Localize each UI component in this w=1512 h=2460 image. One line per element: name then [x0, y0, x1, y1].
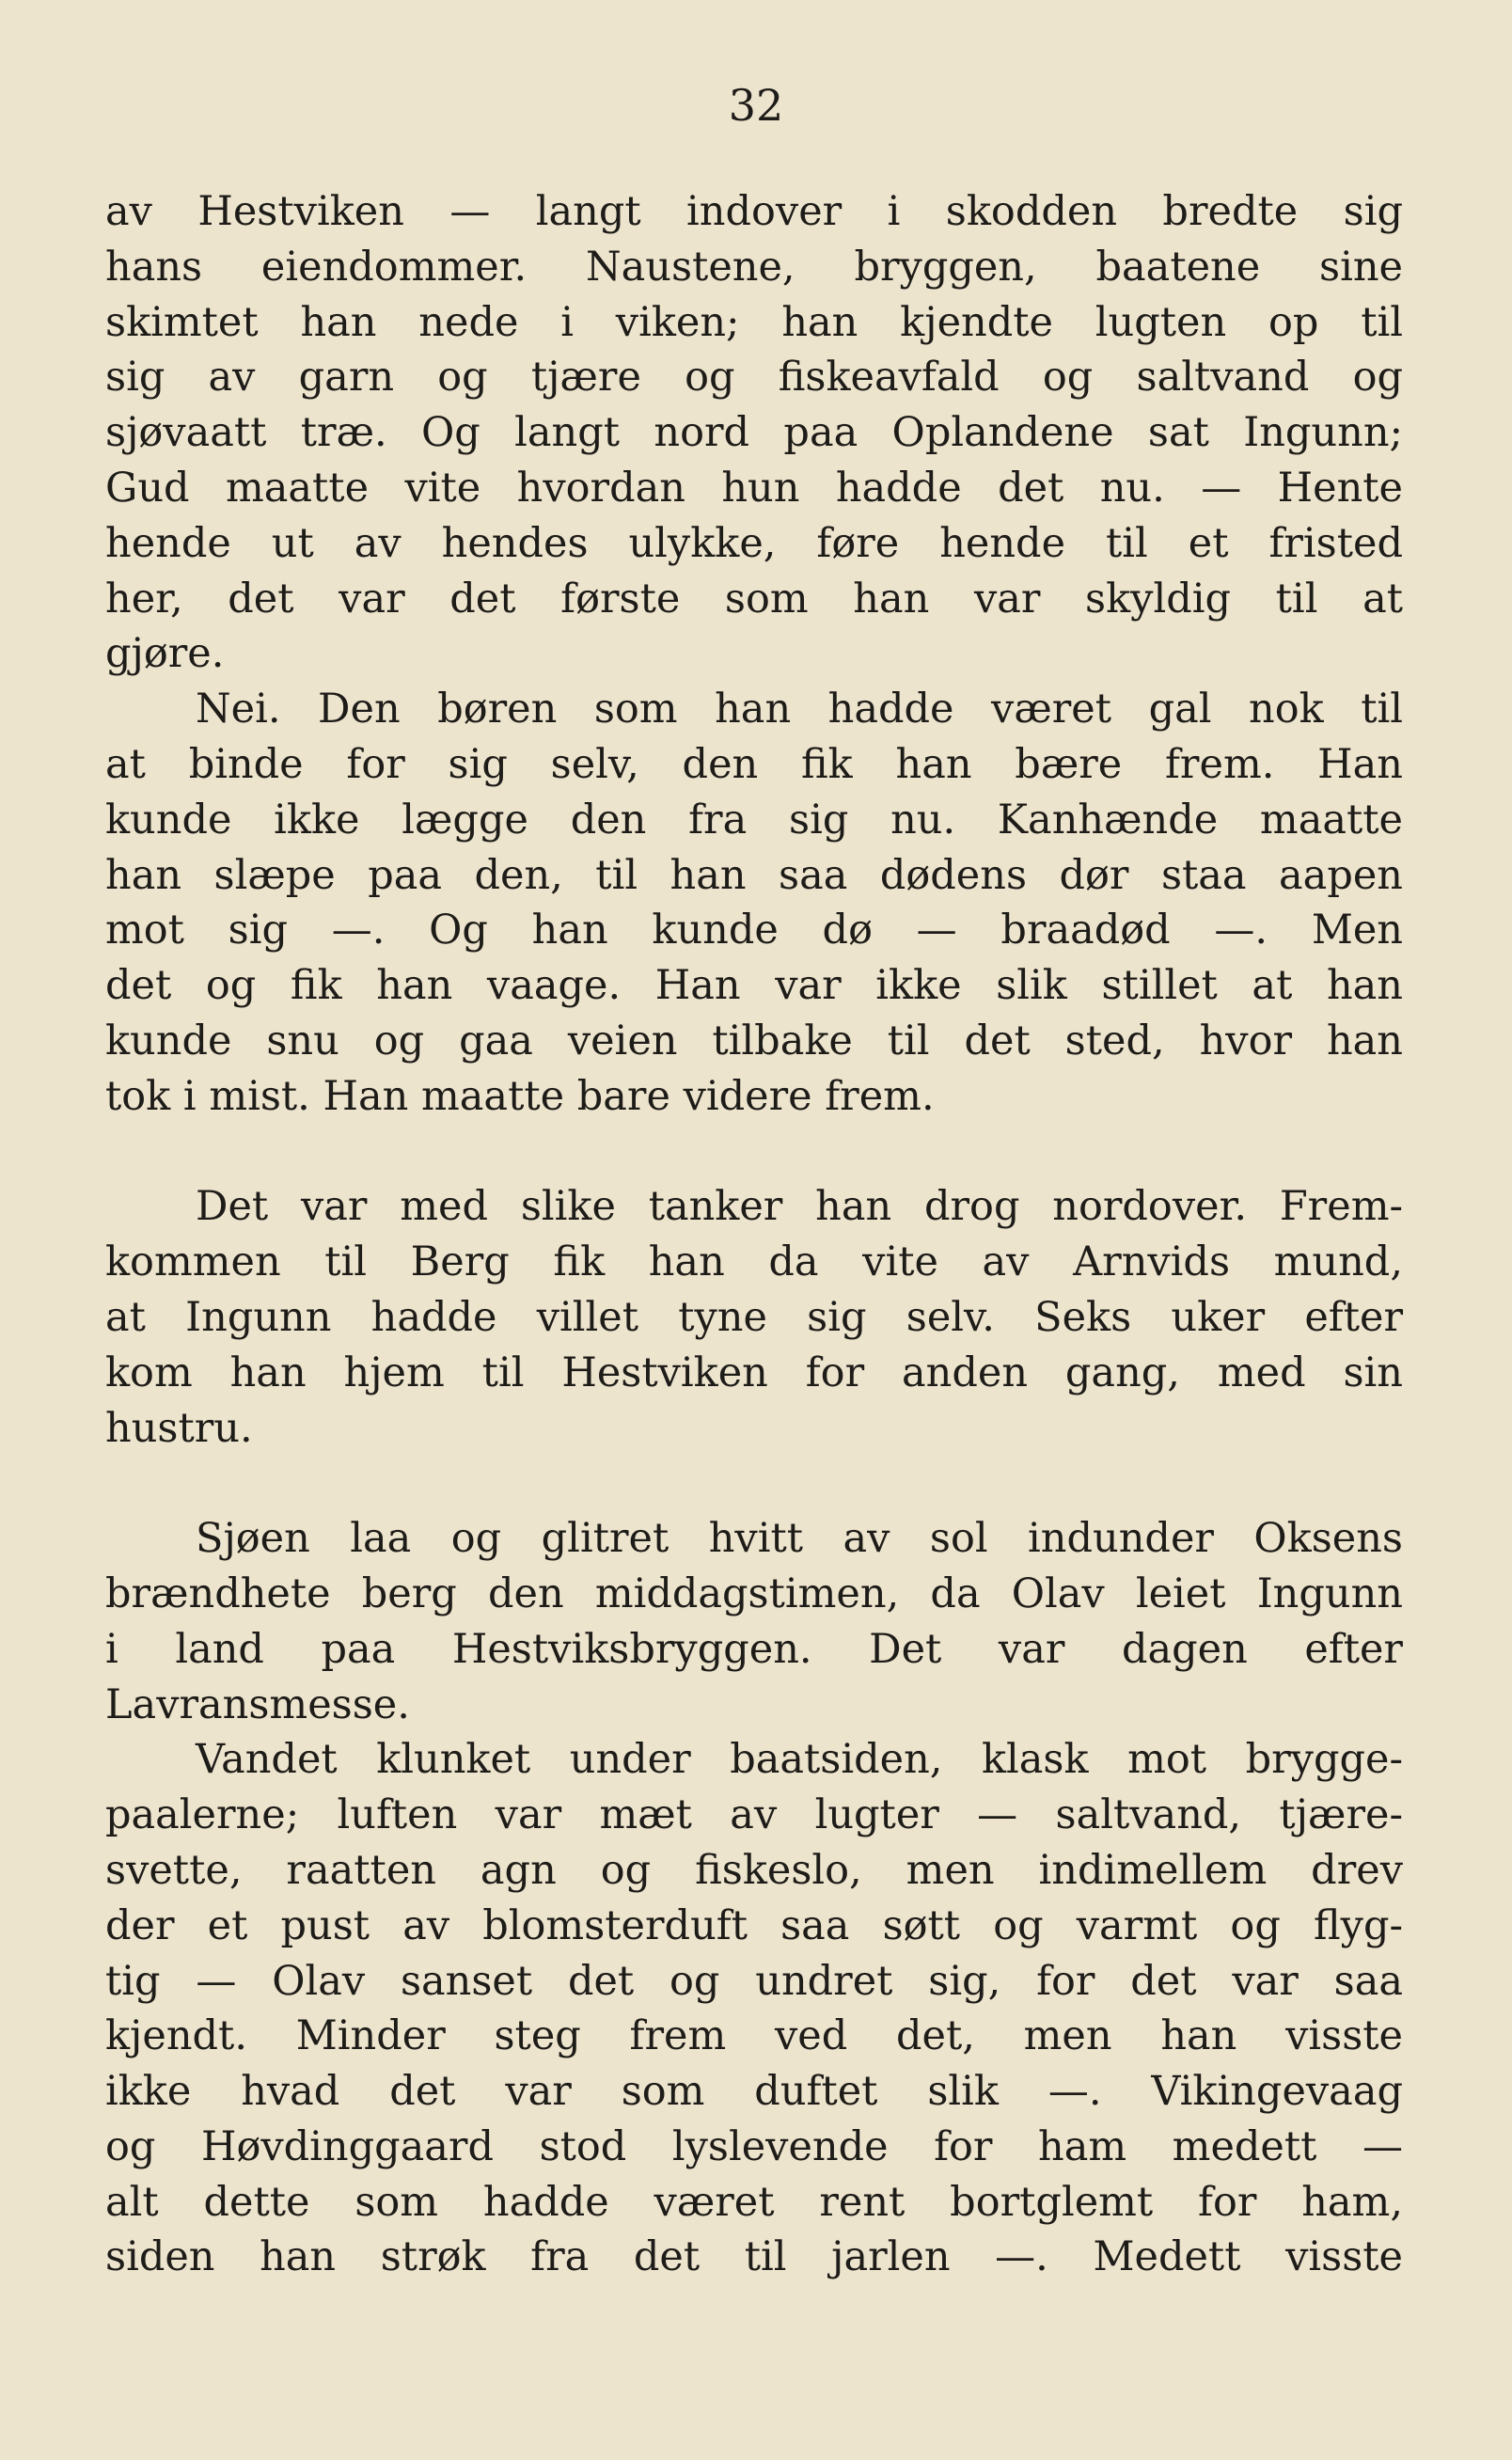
paragraph — [105, 1179, 1403, 1456]
text-line: at binde for sig selv, den fik han bære frem. Han — [105, 740, 1403, 788]
text-line: paalerne; luften var mæt av lugter — saltvand, tjære- — [105, 1791, 1403, 1839]
text-line: og Høvdinggaard stod lyslevende for ham medett — — [105, 2122, 1403, 2170]
text-line: siden han strøk fra det til jarlen —. Medett visste — [105, 2233, 1403, 2281]
text-line: kom han hjem til Hestviken for anden gang, med sin — [105, 1348, 1403, 1396]
paragraph — [105, 1732, 1403, 2285]
text-line: mot sig —. Og han kunde dø — braadød —. Men — [105, 907, 1403, 954]
text-line: sig av garn og tjære og fiskeavfald og saltvand og — [105, 354, 1403, 402]
text-line: kunde ikke lægge den fra sig nu. Kanhænde maatte — [105, 796, 1403, 844]
text-line: tok i mist. Han maatte bare videre frem. — [105, 1072, 935, 1120]
body-text — [105, 184, 1403, 2285]
text-line: svette, raatten agn og fiskeslo, men indimellem drev — [105, 1846, 1403, 1894]
section-break — [105, 1125, 1403, 1180]
text-line: hans eiendommer. Naustene, bryggen, baatene sine — [105, 243, 1403, 291]
section-break — [105, 1456, 1403, 1511]
text-line: skimtet han nede i viken; han kjendte lugten op til — [105, 298, 1403, 346]
text-line: tig — Olav sanset det og undret sig, for det var saa — [105, 1957, 1403, 2005]
text-line: i land paa Hestviksbryggen. Det var dagen efter — [105, 1625, 1403, 1673]
text-line: det og fik han vaage. Han var ikke slik stillet at han — [105, 962, 1403, 1010]
text-line: her, det var det første som han var skyldig til at — [105, 575, 1403, 623]
text-line: ikke hvad det var som duftet slik —. Vikingevaag — [105, 2068, 1403, 2116]
paragraph — [105, 184, 1403, 682]
text-line: Vandet klunket under baatsiden, klask mot brygge- — [196, 1736, 1403, 1784]
page-number: 32 — [728, 80, 784, 131]
text-line: kommen til Berg fik han da vite av Arnvids mund, — [105, 1238, 1403, 1286]
text-line: kunde snu og gaa veien tilbake til det sted, hvor han — [105, 1017, 1403, 1064]
text-line: Sjøen laa og glitret hvitt av sol indunder Oksens — [196, 1515, 1403, 1563]
text-line: brændhete berg den middagstimen, da Olav leiet Ingunn — [105, 1569, 1403, 1617]
text-line: Gud maatte vite hvordan hun hadde det nu. — Hente — [105, 464, 1403, 512]
text-line: at Ingunn hadde villet tyne sig selv. Seks uker efter — [105, 1293, 1403, 1341]
text-line: han slæpe paa den, til han saa dødens dør staa aapen — [105, 851, 1403, 899]
text-line: Det var med slike tanker han drog nordover. Frem- — [196, 1183, 1403, 1231]
text-line: sjøvaatt træ. Og langt nord paa Oplandene sat Ingunn; — [105, 409, 1403, 457]
text-line: gjøre. — [105, 630, 225, 678]
text-line: Nei. Den børen som han hadde været gal nok til — [196, 686, 1403, 733]
text-line: der et pust av blomsterduft saa søtt og varmt og flyg- — [105, 1901, 1403, 1949]
text-line: kjendt. Minder steg frem ved det, men han visste — [105, 2012, 1403, 2060]
text-line: hustru. — [105, 1404, 253, 1452]
text-line: av Hestviken — langt indover i skodden bredte sig — [105, 188, 1403, 235]
text-line: Lavransmesse. — [105, 1680, 410, 1728]
paragraph — [105, 1511, 1403, 1732]
text-line: hende ut av hendes ulykke, føre hende til et fristed — [105, 519, 1403, 567]
paragraph — [105, 682, 1403, 1124]
text-line: alt dette som hadde været rent bortglemt for ham, — [105, 2178, 1403, 2226]
